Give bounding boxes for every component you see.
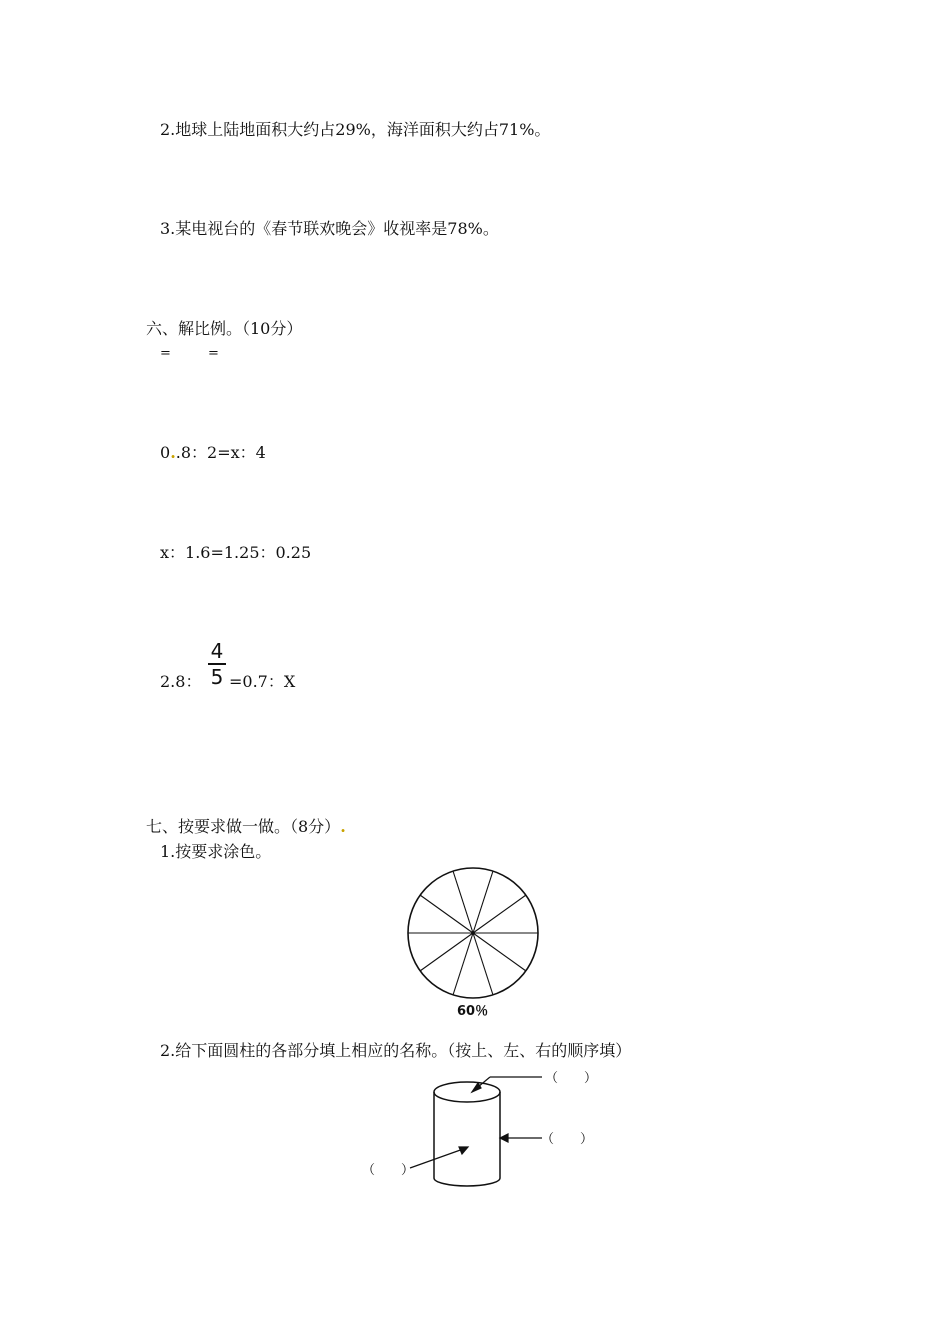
cylinder-bottom-arc <box>434 1178 500 1186</box>
circle-label: 60％ <box>457 1004 489 1019</box>
proportion-1-a: 0 <box>160 443 171 462</box>
proportion-3-suffix: =0.7：X <box>229 672 296 691</box>
proportion-1-dot: . <box>170 443 176 462</box>
cylinder-top-ellipse <box>434 1082 500 1102</box>
circle-sectors <box>408 871 538 995</box>
section-7-title-dot: . <box>340 817 346 836</box>
blank-right: （ ） <box>541 1132 594 1147</box>
proportion-1 <box>160 443 266 463</box>
blank-left: （ ） <box>362 1163 415 1178</box>
proportion-3-prefix: 2.8： <box>160 672 202 691</box>
equation-mark-1: = <box>160 346 171 361</box>
fraction-denominator: 5 <box>210 665 224 689</box>
item-2: 2.给下面圆柱的各部分填上相应的名称。（按上、左、右的顺序填） <box>160 1041 632 1060</box>
item-1: 1.按要求涂色。 <box>160 842 272 861</box>
question-2: 2.地球上陆地面积大约占29%，海洋面积大约占71%。 <box>160 120 551 139</box>
section-6-title: 六、解比例。（10分） <box>146 319 303 338</box>
pie-circle-figure <box>404 866 544 1011</box>
question-3: 3.某电视台的《春节联欢晚会》收视率是78%。 <box>160 219 499 238</box>
fraction-numerator: 4 <box>210 639 224 663</box>
proportion-2: x：1.6=1.25：0.25 <box>160 543 312 562</box>
proportion-1-b: .8：2=x：4 <box>175 443 266 462</box>
section-7-title-text: 七、按要求做一做。（8分） <box>146 817 341 836</box>
blank-top: （ ） <box>545 1071 598 1086</box>
fraction-four-fifths <box>208 640 226 688</box>
section-7-title <box>146 817 346 837</box>
equation-mark-2: = <box>208 346 219 361</box>
